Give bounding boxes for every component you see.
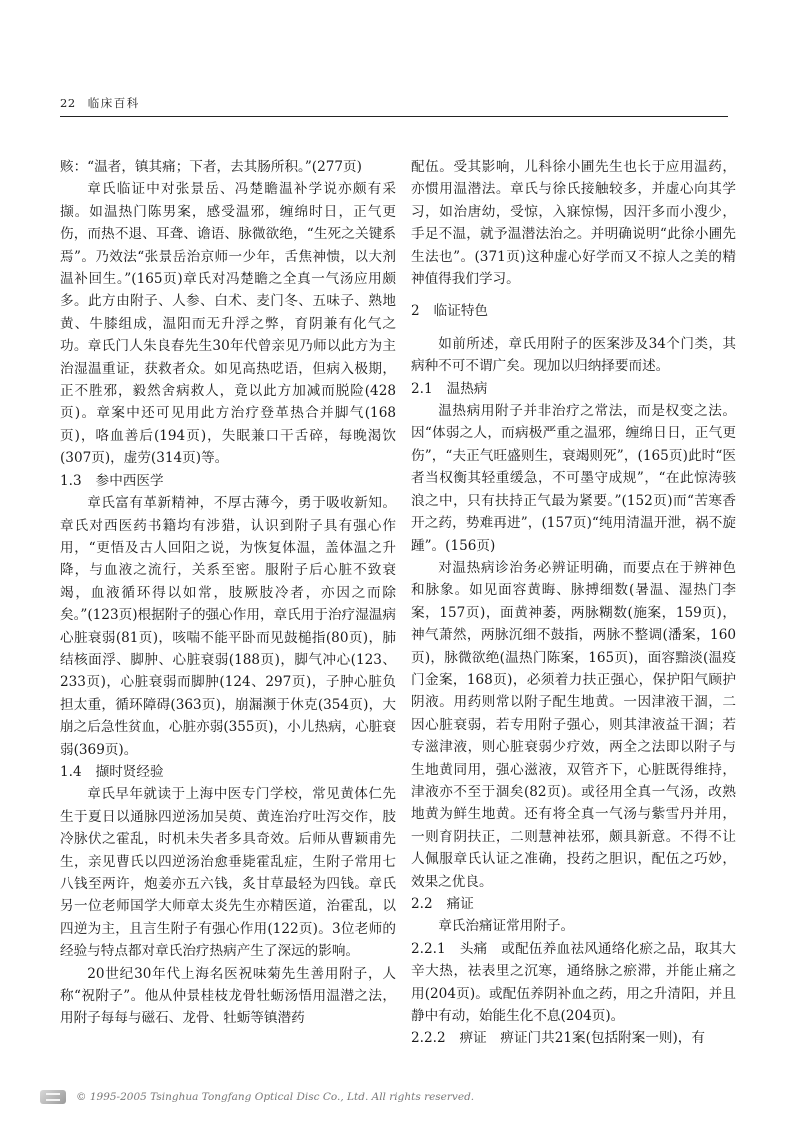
heading-number: 2.2.2 bbox=[411, 1030, 446, 1047]
header-rule bbox=[60, 116, 728, 117]
publisher-logo-icon bbox=[40, 1088, 66, 1106]
heading-number: 2 bbox=[411, 303, 420, 320]
heading-text: 温热病 bbox=[446, 380, 488, 397]
subsection-heading bbox=[60, 470, 396, 492]
journal-title: 临床百科 bbox=[87, 96, 140, 110]
heading-text: 参中西医学 bbox=[95, 472, 164, 489]
heading-text: 痹证 痹证门共21案(包括附案一则)，有 bbox=[459, 1030, 705, 1047]
heading-number: 2.2 bbox=[411, 896, 433, 912]
heading-number: 2.1 bbox=[411, 380, 433, 397]
subsection-heading bbox=[411, 378, 736, 400]
page-footer bbox=[40, 1086, 740, 1108]
body-paragraph: 章氏临证中对张景岳、冯楚瞻温补学说亦颇有采撷。如温热门陈男案，感受温邪，缠绵时日，正气更伤，而热不退、耳聋、谵语、脉微欲绝，“生死之关键系焉”。乃效法“张景岳治京师一少年，舌焦神愦，以大剂温补回生。”(165页)章氏对冯楚瞻之全真一气汤应用颇多。此方由附子、人参、白术、麦门冬、五味子、熟地黄、牛膝组成，温阳而无升浮之弊，育阴兼有化气之功。章氏门人朱良春先生30年代曾亲见乃师以此方为主治湿温重证，获救者众。如见高热呓语，但病入极期，正不胜邪，毅然舍病救人，竟以此方加减而脱险(428页)。章案中还可见用此方治疗登革热合并脚气(168页)，咯血善后(194页)，失眠兼口干舌碎，每晚渴饮(307页)，虚劳(314页)等。 bbox=[60, 181, 396, 467]
heading-number: 1.3 bbox=[60, 472, 82, 489]
body-paragraph: 20世纪30年代上海名医祝味菊先生善用附子，人称“祝附子”。他从仲景桂枝龙骨牡蛎汤悟用温潜之法，用附子每每与磁石、龙骨、牡蛎等镇潜药 bbox=[60, 965, 396, 1027]
body-paragraph: 如前所述，章氏用附子的医案涉及34个门类，其病种不可不谓广矣。现加以归纳择要而述。 bbox=[411, 335, 736, 375]
body-paragraph: 章氏早年就读于上海中医专门学校，常见黄体仁先生于夏日以通脉四逆汤加吴萸、黄连治疗吐泻交作，肢冷脉伏之霍乱，时机未失者多具奇效。后师从曹颖甫先生，亲见曹氏以四逆汤治愈垂毙霍乱症，生附子常用七八钱至两许，炮姜亦五六钱，炙甘草最轻为四钱。章氏另一位老师国学大师章太炎先生亦精医道，治霍乱，以四逆为主，且言生附子有强心作用(122页)。3位老师的经验与特点都对章氏治疗热病产生了深远的影响。 bbox=[60, 786, 396, 960]
body-paragraph: 章氏治痛证常用附子。 bbox=[438, 918, 575, 935]
section-heading bbox=[411, 300, 736, 322]
heading-text: 临证特色 bbox=[433, 303, 489, 320]
body-paragraph: 章氏富有革新精神，不厚古薄今，勇于吸收新知。章氏对西医药书籍均有涉猎，认识到附子具有强心作用，“更悟及古人回阳之说，为恢复体温，盖体温之升降，与血液之流行，关系至密。服附子后心脏不致衰竭，血液循环得以如常，肢厥肢冷者，亦因之而除矣。”(123页)根据附子的强心作用，章氏用于治疗湿温病心脏衰弱(81页)，咳喘不能平卧而见鼓槌指(80页)，肺结核面浮、脚肿、心脏衰弱(188页)，脚气冲心(123、233页)，心脏衰弱而脚肿(124、297页)，子肿心脏负担太重，循环障碍(363页)，崩漏濒于休克(354页)，大崩之后急性贫血，心脏亦弱(355页)，小儿热病，心脏衰弱(369页)。 bbox=[60, 495, 396, 758]
page-header bbox=[60, 95, 725, 115]
heading-text: 头痛 或配伍养血祛风通络化瘀之品，取其大辛大热，祛表里之沉寒，通络脉之瘀滞，并能止痛之用(204页)。或配伍养阴补血之药，用之升清阳，并且静中有动，始能生化不息(204页)。 bbox=[411, 940, 736, 1025]
body-paragraph: 赅：“温者，镇其痛；下者，去其肠所积。”(277页) bbox=[60, 159, 362, 175]
subsection-heading bbox=[411, 893, 736, 915]
left-column bbox=[60, 156, 396, 1076]
subsection-heading bbox=[411, 1027, 736, 1049]
page-number: 22 bbox=[60, 96, 76, 110]
heading-text: 撷时贤经验 bbox=[95, 763, 164, 780]
subsection-heading bbox=[60, 761, 396, 783]
right-column bbox=[411, 156, 736, 1076]
body-paragraph: 对温热病诊治务必辨证明确，而要点在于辨神色和脉象。如见面容黄晦、脉搏细数(暑温、湿热门李案，157页)，面黄神萎，两脉糊数(施案，159页)，神气萧然，两脉沉细不鼓指，两脉不整调(潘案，160页)，脉微欲绝(温热门陈案，165页)，面容黯淡(温疫门金案，168页)，必须着力扶正强心，保护阳气顾护阴液。用药则常以附子配生地黄。一因津液干涸，二因心脏衰弱，若专用附子强心，则其津液益干涸；若专滋津液，则心脏衰弱少疗效，两全之法即以附子与生地黄同用，强心滋液，双管齐下，心脏既得维持，津液亦不至于涸矣(82页)。或径用全真一气汤，改熟地黄为鲜生地黄。还有将全真一气汤与紫雪丹并用，一则育阴扶正，二则慧神祛邪，颇具新意。不得不让人佩服章氏认证之准确，投药之胆识，配伍之巧妙，效果之优良。 bbox=[411, 559, 736, 890]
copyright-notice: © 1995-2005 Tsinghua Tongfang Optical Disc Co., Ltd. All rights reserved. bbox=[76, 1091, 475, 1103]
heading-number: 2.2.1 bbox=[411, 940, 446, 957]
heading-text: 痛证 bbox=[446, 896, 474, 912]
body-paragraph: 温热病用附子并非治疗之常法，而是权变之法。因“体弱之人，而病极严重之温邪，缠绵日日，正气更伤”，“夫正气旺盛则生，衰竭则死”，(165页)此时“医者当权衡其轻重缓急，不可墨守成规”，“在此惊涛骇浪之中，只有扶持正气最为紧要。”(152页)而“苦寒香开之药，势难再进”，(157页)“纯用清温开泄，祸不旋踵”。(156页) bbox=[411, 403, 736, 554]
subsection-heading bbox=[411, 938, 736, 1028]
heading-number: 1.4 bbox=[60, 763, 82, 780]
body-paragraph: 配伍。受其影响，儿科徐小圃先生也长于应用温药，亦惯用温潜法。章氏与徐氏接触较多，并虚心向其学习，如治唐幼，受惊，入寐惊惕，因汗多而小溲少，手足不温，就予温潜法治之。并明确说明“此徐小圃先生法也”。(371页)这种虚心好学而又不掠人之美的精神值得我们学习。 bbox=[411, 159, 736, 288]
